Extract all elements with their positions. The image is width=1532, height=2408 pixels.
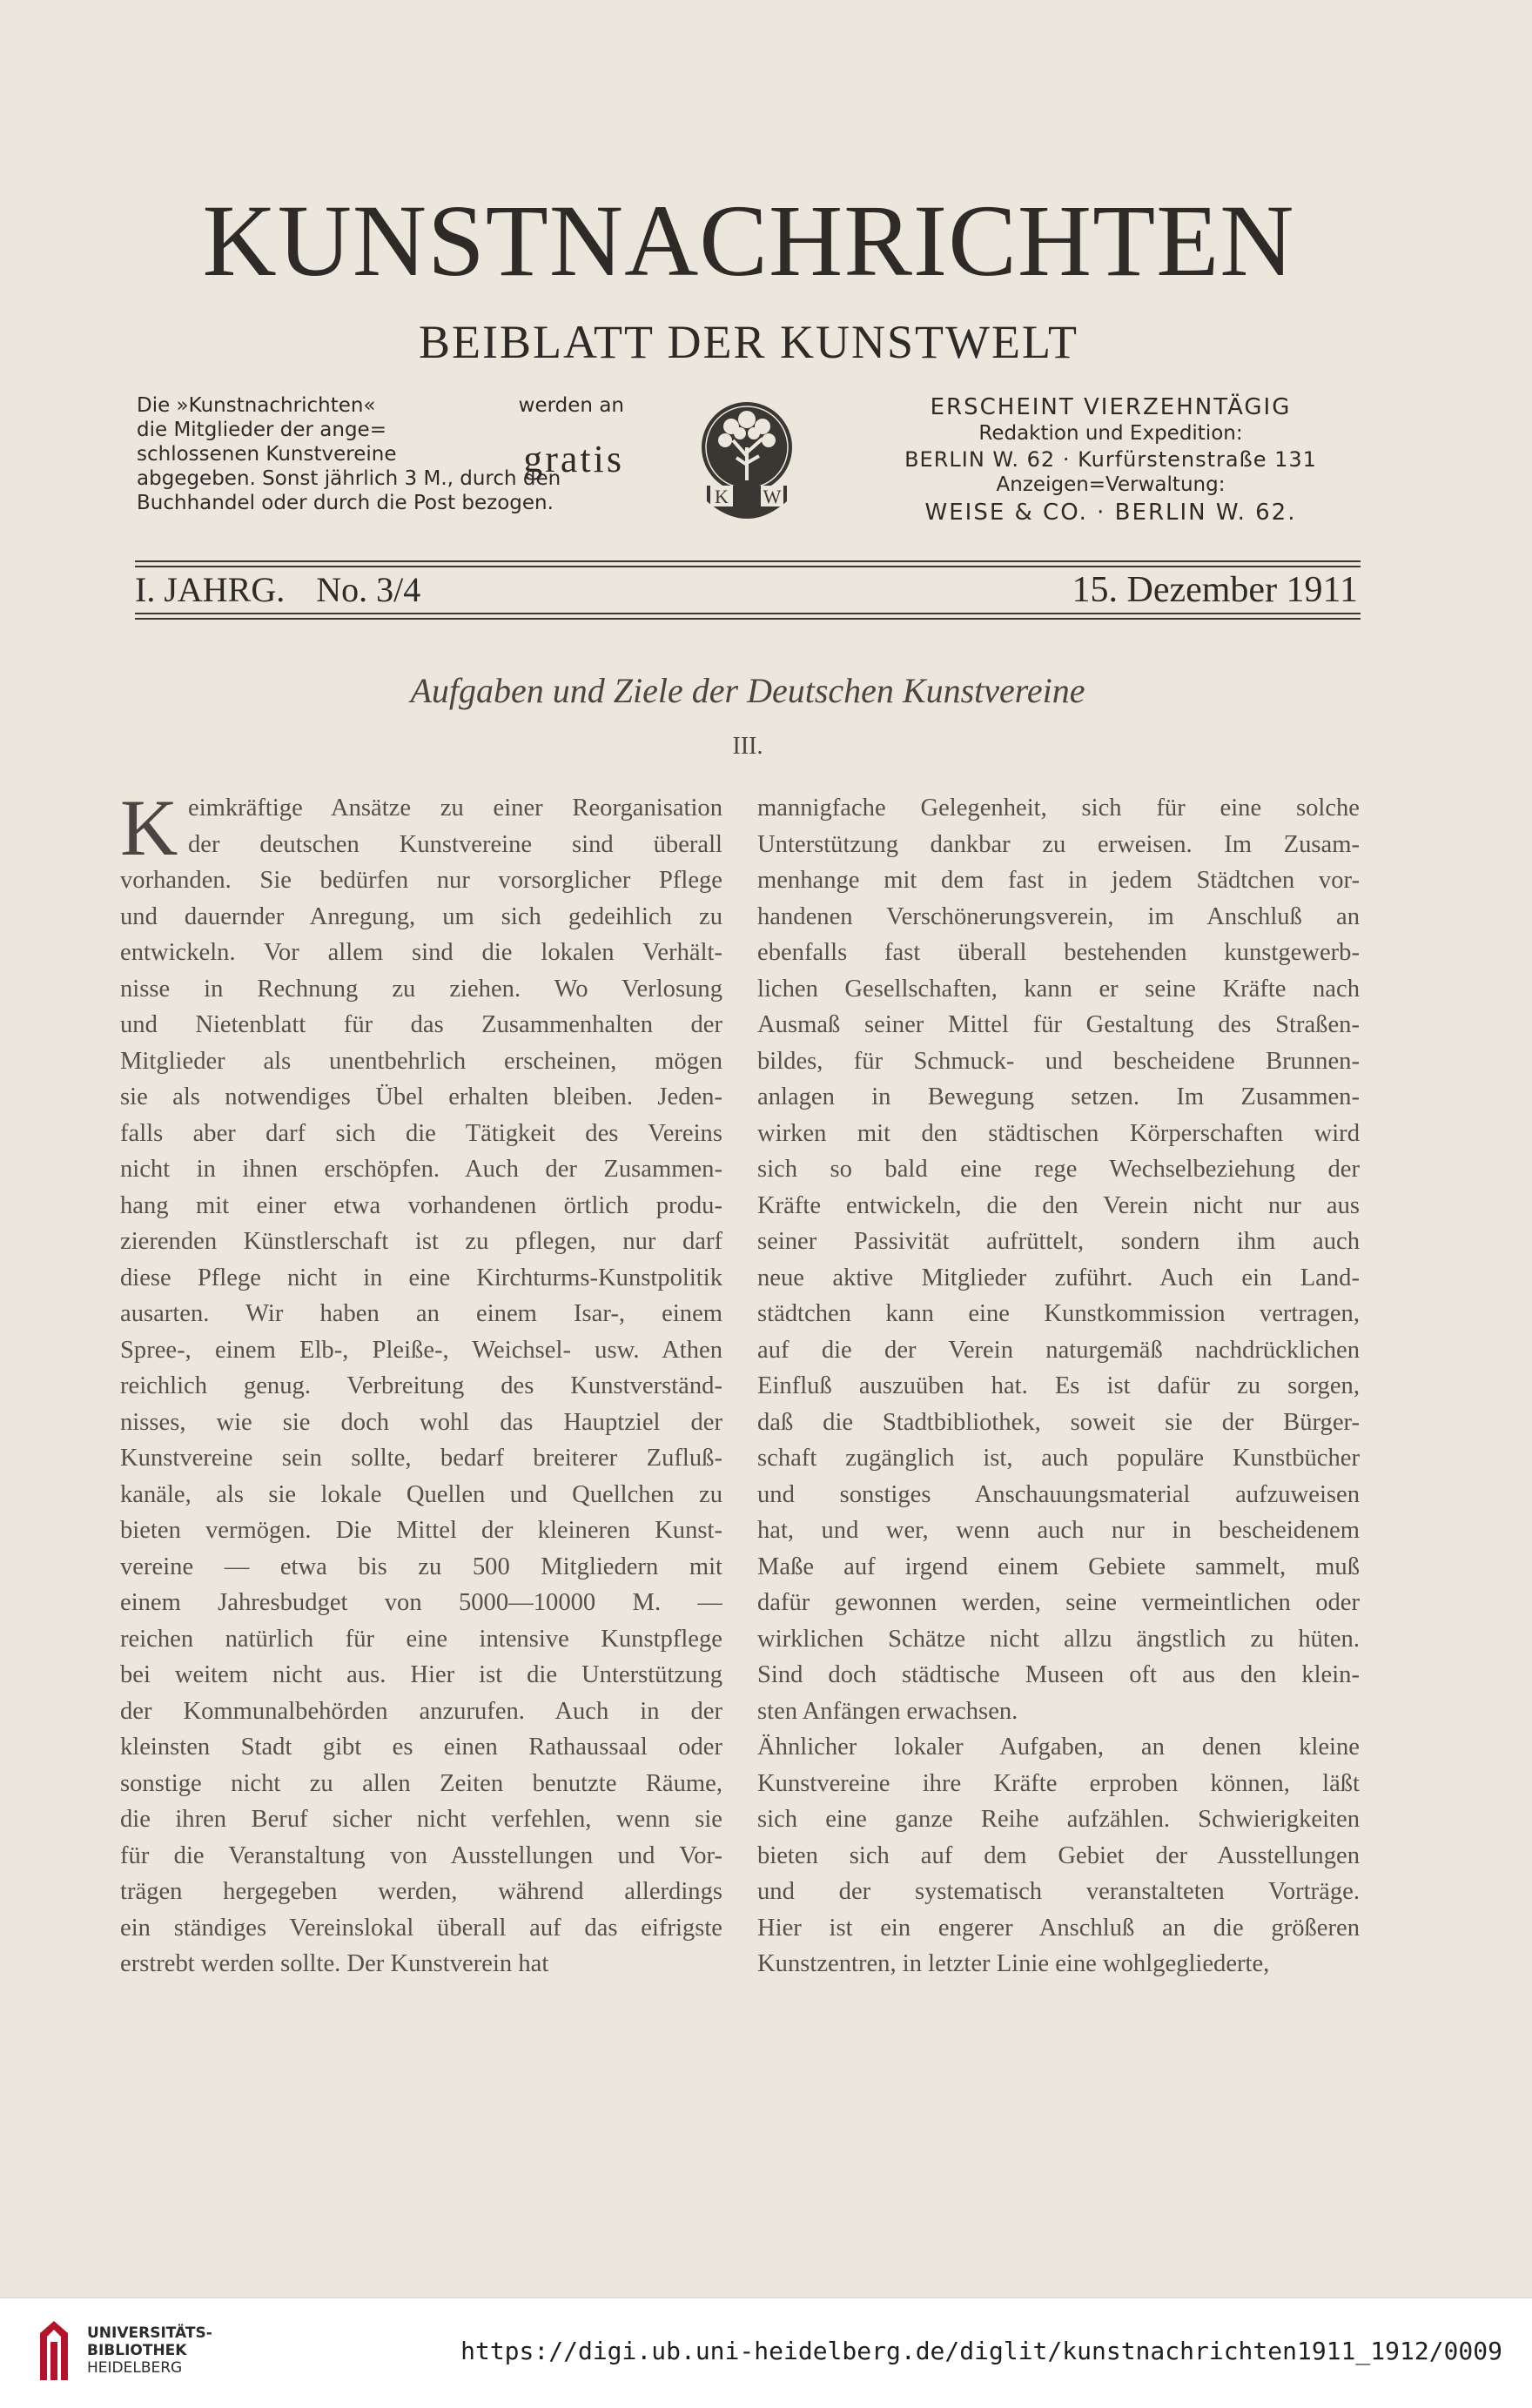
text-line: Kunstzentren, in letzter Linie eine wohlgegliederte, bbox=[757, 1950, 1270, 1977]
library-line: UNIVERSITÄTS- bbox=[87, 2324, 212, 2342]
text-line: die ihren Beruf sicher nicht verfehlen, wenn sie bbox=[120, 1806, 722, 1833]
issue-info bbox=[135, 569, 443, 610]
text-line: Ähnlicher lokaler Aufgaben, an denen kleine bbox=[757, 1734, 1360, 1761]
text-line: Kunstvereine sein sollte, bedarf breiterer Zufluß- bbox=[120, 1445, 722, 1472]
text-line: zierenden Künstlerschaft ist zu pflegen, nur darf bbox=[120, 1228, 722, 1255]
issue-number: No. 3/4 bbox=[316, 570, 421, 609]
text-line: kleinsten Stadt gibt es einen Rathaussaal oder bbox=[120, 1734, 722, 1761]
text-line: der deutschen Kunstvereine sind überall bbox=[188, 830, 722, 858]
text-line: vereine — etwa bis zu 500 Mitgliedern mit bbox=[120, 1553, 722, 1580]
text-line: Sind doch städtische Museen oft aus den klein- bbox=[757, 1661, 1360, 1688]
volume-year: I. JAHRG. bbox=[135, 570, 286, 609]
text-line: bieten vermögen. Die Mittel der kleineren Kunst- bbox=[120, 1517, 722, 1544]
tree-emblem-icon bbox=[696, 395, 797, 533]
text-line: bei weitem nicht aus. Hier ist die Unterstützung bbox=[120, 1661, 722, 1688]
issue-date: 15. Dezember 1911 bbox=[1072, 570, 1358, 610]
info-text: schlossenen Kunstvereine bbox=[137, 443, 397, 466]
text-line: für die Veranstaltung von Ausstellungen und Vor- bbox=[120, 1841, 722, 1869]
divider-rule bbox=[135, 566, 1361, 567]
article-part: III. bbox=[732, 733, 763, 760]
text-line: hang mit einer etwa vorhandenen örtlich produ- bbox=[120, 1191, 722, 1219]
ads-label: Anzeigen=Verwaltung: bbox=[996, 473, 1226, 496]
text-line: lichen Gesellschaften, kann er seine Kräfte nach bbox=[757, 975, 1360, 1003]
text-line: auf die der Verein naturgemäß nachdrücklichen bbox=[757, 1336, 1360, 1364]
logo-letter-k: K bbox=[715, 486, 729, 507]
text-line: sonstige nicht zu allen Zeiten benutzte Räume, bbox=[120, 1769, 722, 1797]
text-line: schaft zugänglich ist, auch populäre Kunstbücher bbox=[757, 1445, 1360, 1472]
frequency-text: ERSCHEINT VIERZEHNTÄGIG bbox=[930, 394, 1292, 420]
text-line: erstrebt werden sollte. Der Kunstverein hat bbox=[120, 1950, 549, 1977]
text-line: ausarten. Wir haben an einem Isar-, einem bbox=[120, 1300, 722, 1327]
footer-bar bbox=[0, 2297, 1532, 2408]
text-line: nisses, wie sie doch wohl das Hauptziel der bbox=[120, 1408, 722, 1436]
text-column-left bbox=[120, 783, 722, 1982]
permalink-url[interactable]: https://digi.ub.uni-heidelberg.de/diglit/kunstnachrichten1911_1912/0009 bbox=[460, 2337, 1502, 2365]
text-line: reichen natürlich für eine intensive Kunstpflege bbox=[120, 1625, 722, 1653]
library-name bbox=[87, 2324, 212, 2377]
text-line: trägen hergegeben werden, während allerdings bbox=[120, 1878, 722, 1905]
text-line: sten Anfängen erwachsen. bbox=[757, 1697, 1018, 1725]
publication-info bbox=[862, 393, 1360, 527]
text-line: Kunstvereine ihre Kräfte erproben können, läßt bbox=[757, 1769, 1360, 1797]
text-line: diese Pflege nicht in eine Kirchturms-Kunstpolitik bbox=[120, 1264, 722, 1291]
library-line: BIBLIOTHEK bbox=[87, 2342, 187, 2359]
divider-rule bbox=[135, 618, 1361, 620]
text-line: dafür gewonnen werden, seine vermeintlichen oder bbox=[757, 1589, 1360, 1616]
info-text: die Mitglieder der ange= bbox=[137, 419, 386, 441]
text-line: falls aber darf sich die Tätigkeit des Vereins bbox=[120, 1119, 722, 1147]
text-line: wirken mit den städtischen Körperschaften wird bbox=[757, 1119, 1360, 1147]
text-line: nicht in ihnen erschöpfen. Auch der Zusammen- bbox=[120, 1156, 722, 1183]
text-line: Einfluß auszuüben hat. Es ist dafür zu sorgen, bbox=[757, 1372, 1360, 1399]
text-line: einem Jahresbudget von 5000—10000 M. — bbox=[120, 1589, 722, 1616]
text-line: nisse in Rechnung zu ziehen. Wo Verlosung bbox=[120, 975, 722, 1003]
gratis-label: gratis bbox=[523, 438, 624, 480]
text-line: entwickeln. Vor allem sind die lokalen Verhält- bbox=[120, 939, 722, 966]
info-row bbox=[137, 393, 624, 418]
text-line: daß die Stadtbibliothek, soweit sie der Bürger- bbox=[757, 1408, 1360, 1436]
text-line: reichlich genug. Verbreitung des Kunstverständ- bbox=[120, 1372, 722, 1399]
text-line: hat, und wer, wenn auch nur in bescheidenem bbox=[757, 1517, 1360, 1544]
text-line: ein ständiges Vereinslokal überall auf das eifrigste bbox=[120, 1914, 722, 1942]
text-line: wirklichen Schätze nicht allzu ängstlich zu hüten. bbox=[757, 1625, 1360, 1653]
drop-cap: K bbox=[120, 783, 178, 872]
text-line: bildes, für Schmuck- und bescheidene Brunnen- bbox=[757, 1047, 1360, 1075]
info-text: Die »Kunstnachrichten« bbox=[137, 394, 376, 417]
text-line: und sonstiges Anschauungsmaterial aufzuweisen bbox=[757, 1480, 1360, 1508]
text-column-right bbox=[757, 790, 1360, 1982]
text-line: Maße auf irgend einem Gebiete sammelt, muß bbox=[757, 1553, 1360, 1580]
ads-address: WEISE & CO. · BERLIN W. 62. bbox=[924, 500, 1297, 526]
editorial-label: Redaktion und Expedition: bbox=[978, 422, 1243, 445]
text-line: menhange mit dem fast in jedem Städtchen vor- bbox=[757, 867, 1360, 894]
masthead-subtitle: BEIBLATT DER KUNSTWELT bbox=[419, 316, 1078, 368]
text-line: Mitglieder als unentbehrlich erscheinen, mögen bbox=[120, 1047, 722, 1075]
divider-rule bbox=[135, 560, 1361, 562]
text-line: sich so bald eine rege Wechselbeziehung der bbox=[757, 1156, 1360, 1183]
text-line: der Kommunalbehörden anzurufen. Auch in der bbox=[120, 1697, 722, 1725]
text-line: Spree-, einem Elb-, Pleiße-, Weichsel- usw. Athen bbox=[120, 1336, 722, 1364]
text-line: kanäle, als sie lokale Quellen und Quellchen zu bbox=[120, 1480, 722, 1508]
info-text: Buchhandel oder durch die Post bezogen. bbox=[137, 492, 554, 514]
text-line: und der systematisch veranstalteten Vorträge. bbox=[757, 1878, 1360, 1905]
text-line: eimkräftige Ansätze zu einer Reorganisation bbox=[188, 795, 722, 822]
library-line: HEIDELBERG bbox=[87, 2359, 183, 2377]
text-line: neue aktive Mitglieder zuführt. Auch ein Land- bbox=[757, 1264, 1360, 1291]
text-line: mannigfache Gelegenheit, sich für eine solche bbox=[757, 795, 1360, 822]
text-line: handenen Verschönerungsverein, im Anschluß an bbox=[757, 902, 1360, 930]
editorial-address: BERLIN W. 62 · Kurfürstenstraße 131 bbox=[904, 447, 1317, 472]
text-line: Kräfte entwickeln, die den Verein nicht nur aus bbox=[757, 1191, 1360, 1219]
text-line: und Nietenblatt für das Zusammenhalten der bbox=[120, 1011, 722, 1038]
info-row bbox=[137, 491, 624, 515]
text-line: bieten sich auf dem Gebiet der Ausstellungen bbox=[757, 1841, 1360, 1869]
text-line: anlagen in Bewegung setzen. Im Zusammen- bbox=[757, 1083, 1360, 1110]
article-title: Aufgaben und Ziele der Deutschen Kunstvereine bbox=[410, 671, 1085, 710]
text-line: und dauernder Anregung, um sich gedeihlich zu bbox=[120, 902, 722, 930]
masthead-title: KUNSTNACHRICHTEN bbox=[202, 184, 1295, 298]
text-line: Ausmaß seiner Mittel für Gestaltung des Straßen- bbox=[757, 1011, 1360, 1038]
divider-rule bbox=[135, 613, 1361, 614]
text-line: ebenfalls fast überall bestehenden kunstgewerb- bbox=[757, 939, 1360, 966]
info-text: werden an bbox=[518, 394, 624, 417]
logo-letter-w: W bbox=[763, 486, 782, 507]
text-line: sich eine ganze Reihe aufzählen. Schwierigkeiten bbox=[757, 1806, 1360, 1833]
text-line: städtchen kann eine Kunstkommission vertragen, bbox=[757, 1300, 1360, 1327]
subscription-info bbox=[137, 393, 624, 515]
text-line: vorhanden. Sie bedürfen nur vorsorglicher Pflege bbox=[120, 867, 722, 894]
text-line: Hier ist ein engerer Anschluß an die größeren bbox=[757, 1914, 1360, 1942]
info-text: abgegeben. Sonst jährlich 3 M., durch den bbox=[137, 467, 561, 490]
text-line: Unterstützung dankbar zu erweisen. Im Zusam- bbox=[757, 830, 1360, 858]
text-line: sie als notwendiges Übel erhalten bleiben. Jeden- bbox=[120, 1083, 722, 1110]
library-logo-icon bbox=[35, 2316, 73, 2385]
text-line: seiner Passivität aufrüttelt, sondern ihm auch bbox=[757, 1228, 1360, 1255]
